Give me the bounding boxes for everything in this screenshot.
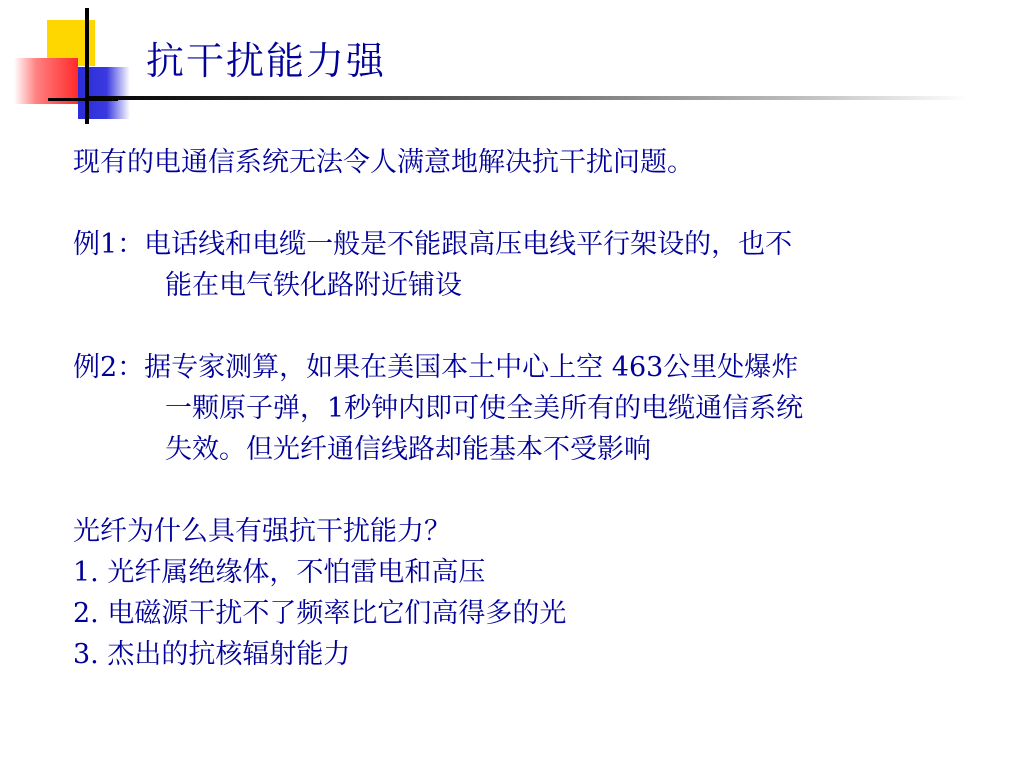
spacer: [73, 470, 1003, 511]
example2-line1: 例2：据专家测算，如果在美国本土中心上空 463公里处爆炸: [73, 352, 799, 383]
example2-line3: 失效。但光纤通信线路却能基本不受影响: [165, 434, 651, 465]
example1-line2: 能在电气铁化路附近铺设: [165, 270, 462, 301]
logo-vertical-line: [85, 8, 89, 124]
reason-item: 1. 光纤属绝缘体，不怕雷电和高压: [73, 557, 486, 588]
spacer: [73, 183, 1003, 224]
slide-title: 抗干扰能力强: [146, 39, 387, 83]
example2-line2: 一颗原子弹，1秒钟内即可使全美所有的电缆通信系统: [165, 393, 804, 424]
spacer: [73, 306, 1003, 347]
example1-line1: 例1：电话线和电缆一般是不能跟高压电线平行架设的，也不: [73, 229, 793, 260]
reason-item: 3. 杰出的抗核辐射能力: [73, 639, 351, 670]
reason-item: 2. 电磁源干扰不了频率比它们高得多的光: [73, 598, 567, 629]
slide-body: [73, 142, 1003, 675]
intro-text: 现有的电通信系统无法令人满意地解决抗干扰问题。: [73, 147, 694, 178]
title-underline: [88, 96, 968, 100]
question-text: 光纤为什么具有强抗干扰能力？: [73, 516, 451, 547]
